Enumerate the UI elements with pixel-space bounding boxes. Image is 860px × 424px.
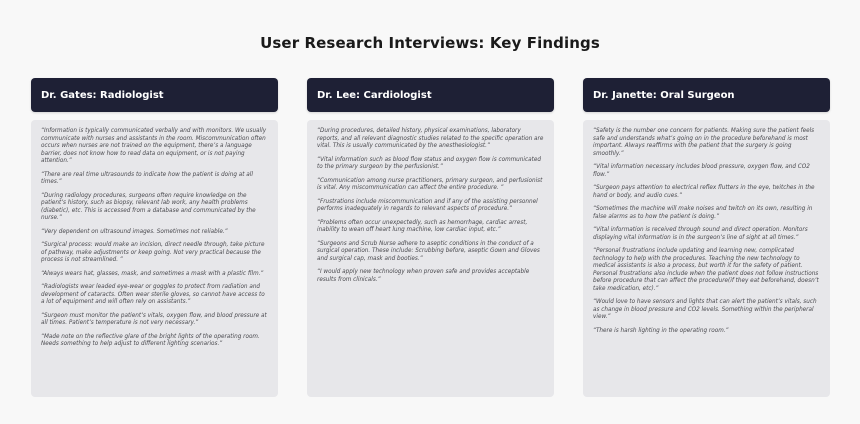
quote: “There is harsh lighting in the operating room.” (593, 327, 729, 334)
column-header (583, 78, 830, 112)
page-title: User Research Interviews: Key Findings (260, 34, 600, 52)
quote: “Sometimes the machine will make noises and twitch on its own, resulting in false alarms as to how the patient is doing.” (593, 206, 813, 220)
quote: “Surgical process: would make an incision, direct needle through, take picture of pathway, make adjustments or keep going. Not very practical because the process is not streamlined. ” (41, 242, 265, 264)
quote: “During radiology procedures, surgeons often require knowledge on the patient’s history, such as biopsy, relevant lab work, any health problems (diabetic), etc. This is accessed from a database and communicated by the nurse.” (41, 192, 256, 222)
column-header-title: Dr. Lee: Cardiologist (317, 89, 432, 101)
column-header (31, 78, 278, 112)
quote: “Vital information such as blood flow status and oxygen flow is communicated to the primary surgeon by the perfusionist.” (317, 156, 541, 171)
quotes-panel (31, 120, 278, 397)
quote: “Frustrations include miscommunication and if any of the assisting personnel performs inadequately in regards to relevant aspects of procedure.” (317, 198, 538, 213)
quote: “Problems often occur unexpectedly, such as hemorrhage, cardiac arrest, inability to wean off heart lung machine, low cardiac input, etc.” (317, 219, 528, 234)
quote: “Radiologists wear leaded eye-wear or goggles to protect from radiation and development of cataracts. Often wear sterile gloves, so cannot have access to a lot of equipment and will often rely on assistants.” (41, 284, 265, 306)
column-oral-surgeon (583, 78, 830, 398)
quote: “Very dependent on ultrasound images. Sometimes not reliable.” (41, 228, 228, 235)
quote: “There are real time ultrasounds to indicate how the patient is doing at all times.” (41, 171, 253, 186)
quotes-panel (583, 120, 830, 397)
quote: “Would love to have sensors and lights that can alert the patient’s vitals, such as change in blood pressure and CO2 levels. Something within the peripheral view.” (593, 299, 817, 321)
columns (31, 78, 830, 398)
column-header (307, 78, 554, 112)
quote: “Surgeon must monitor the patient’s vitals, oxygen flow, and blood pressure at all times. Patient’s temperature is not very necessary.” (41, 312, 267, 327)
column-header-title: Dr. Janette: Oral Surgeon (593, 89, 735, 101)
quote: “Surgeon pays attention to electrical reflex flutters in the eye, twitches in the hand or body, and audio cues.” (593, 185, 815, 199)
column-header-title: Dr. Gates: Radiologist (41, 89, 164, 101)
quotes-panel (307, 120, 554, 397)
quote: “I would apply new technology when proven safe and provides acceptable results from clinicals.” (317, 269, 530, 283)
quote: “Safety is the number one concern for patients. Making sure the patient feels safe and understands what’s going on in the procedure beforehand is most important. Always reaffirms with the patient that the surgery is going smoothly.” (593, 128, 815, 157)
quote: “Surgeons and Scrub Nurse adhere to aseptic conditions in the conduct of a surgical operation. These include: Scrubbing before, aseptic Gown and Gloves and surgical cap, mask and booties.” (317, 240, 540, 262)
quote: “During procedures, detailed history, physical examinations, laboratory reports, and all relevant diagnostic studies related to the specific operation are vital. This is usually communicated by the anesthesiologist.” (317, 128, 544, 150)
quote: “Always wears hat, glasses, mask, and sometimes a mask with a plastic film.” (41, 270, 264, 277)
quote: “Vital information is received through sound and direct operation. Monitors displaying vital information is in the surgeon’s line of sight at all times.” (593, 227, 808, 241)
quote: “Communication among nurse practitioners, primary surgeon, and perfusionist is vital. Any miscommunication can affect the entire procedure. ” (317, 177, 543, 192)
quote: “Made note on the reflective glare of the bright lights of the operating room. Needs something to help adjust to different lighting scenarios.” (41, 333, 260, 348)
column-radiologist (31, 78, 278, 398)
quote: “Information is typically communicated verbally and with monitors. We usually communicate with nurses and assistants in the room. Miscommunication often occurs when nurses are not trained on the equipment, there’s a language barrier, does not know how to read data on equipment, or is not paying attention.” (41, 128, 267, 165)
quote: “Personal frustrations include updating and learning new, complicated technology to help with the procedures. Teaching the new technology to medical assistants is also a process, but worth it for the safety of patient. Personal frustrations also include when the patient does not follow instructions before procedure that can affect the procedure(if they eat beforehand, doesn’t take medication, etc).” (593, 248, 819, 292)
quote: “Vital information necessary includes blood pressure, oxygen flow, and CO2 flow.” (593, 164, 810, 178)
column-cardiologist (307, 78, 554, 398)
